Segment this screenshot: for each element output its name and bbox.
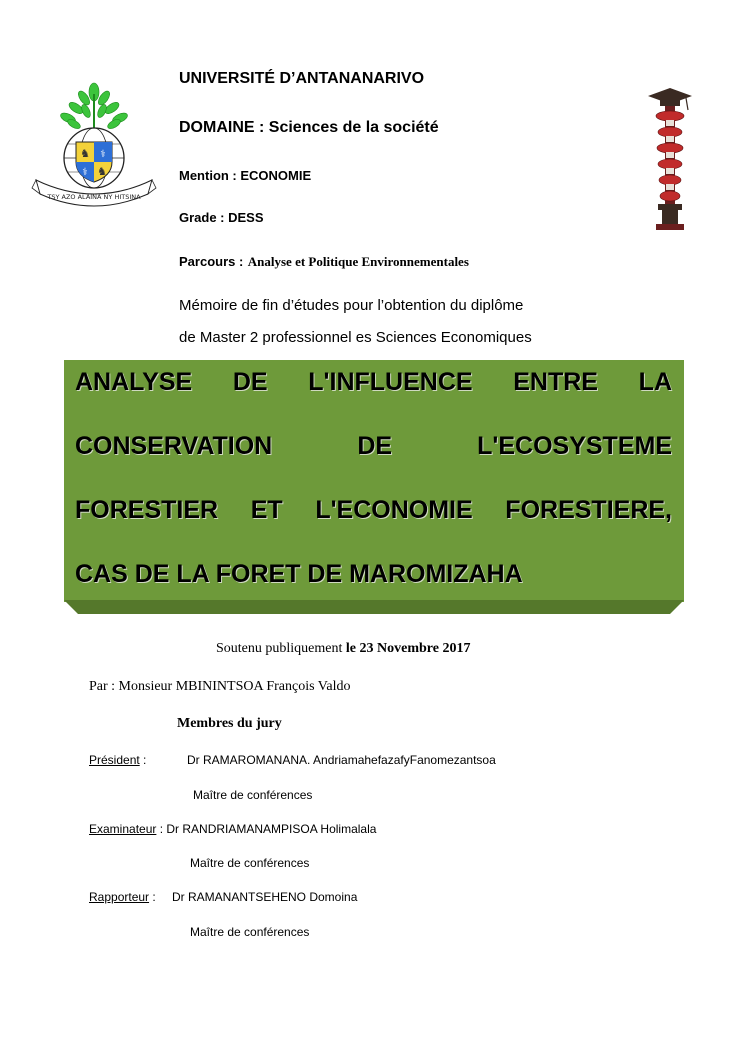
svg-text:⚕: ⚕ [82,167,88,178]
examinateur-title: Maître de conférences [190,856,310,870]
thesis-title-line: CAS DE LA FORET DE MAROMIZAHA [75,560,523,588]
president-label: Président [89,753,140,767]
jury-heading: Membres du jury [177,716,282,731]
defense-line [216,641,470,657]
parcours-line [179,253,469,271]
university-name: UNIVERSITÉ D’ANTANANARIVO [179,70,425,87]
president-row [89,753,146,767]
svg-text:♞: ♞ [80,147,90,160]
president-name: Dr RAMAROMANANA. AndriamahefazafyFanomezantsoa [187,753,496,767]
rapporteur-title: Maître de conférences [190,925,310,939]
memoire-line-2: de Master 2 professionnel es Sciences Economiques [179,329,532,346]
university-seal-icon [30,78,158,213]
examinateur-row [89,822,376,836]
president-separator: : [139,753,147,767]
svg-text:TSY AZO ALAINA NY HITSINA: TSY AZO ALAINA NY HITSINA [47,193,141,201]
defense-date: le 23 Novembre 2017 [345,641,471,656]
svg-text:♞: ♞ [97,165,107,178]
thesis-title-box [64,360,684,602]
grade-line: Grade : DESS [179,210,264,225]
president-title: Maître de conférences [193,788,313,802]
thesis-title-line: FORESTIER ET L'ECONOMIE FORESTIERE, [75,496,672,524]
thesis-title-line: ANALYSE DE L'INFLUENCE ENTRE LA [75,368,672,396]
memoire-line-1: Mémoire de fin d’études pour l’obtention du diplôme [179,297,524,314]
mention-line: Mention : ECONOMIE [179,168,312,183]
parcours-value: Analyse et Politique Environnementales [247,254,469,269]
examinateur-name: : Dr RANDRIAMANAMPISOA Holimalala [156,822,377,836]
domain-line: DOMAINE : Sciences de la société [179,119,439,136]
rapporteur-label: Rapporteur [89,890,150,904]
examinateur-label: Examinateur [89,822,157,836]
rapporteur-name: Dr RAMANANTSEHENO Domoina [172,890,358,904]
defense-prefix: Soutenu publiquement [216,641,343,656]
title-box-bevel [64,600,684,615]
rapporteur-row [89,890,156,904]
thesis-title-line: CONSERVATION DE L'ECOSYSTEME [75,432,672,460]
rapporteur-separator: : [149,890,156,904]
author-line: Par : Monsieur MBININTSOA François Valdo [89,679,351,694]
faculty-emblem-icon [646,86,694,238]
svg-text:⚕: ⚕ [100,149,106,160]
parcours-label: Parcours : [179,254,244,269]
